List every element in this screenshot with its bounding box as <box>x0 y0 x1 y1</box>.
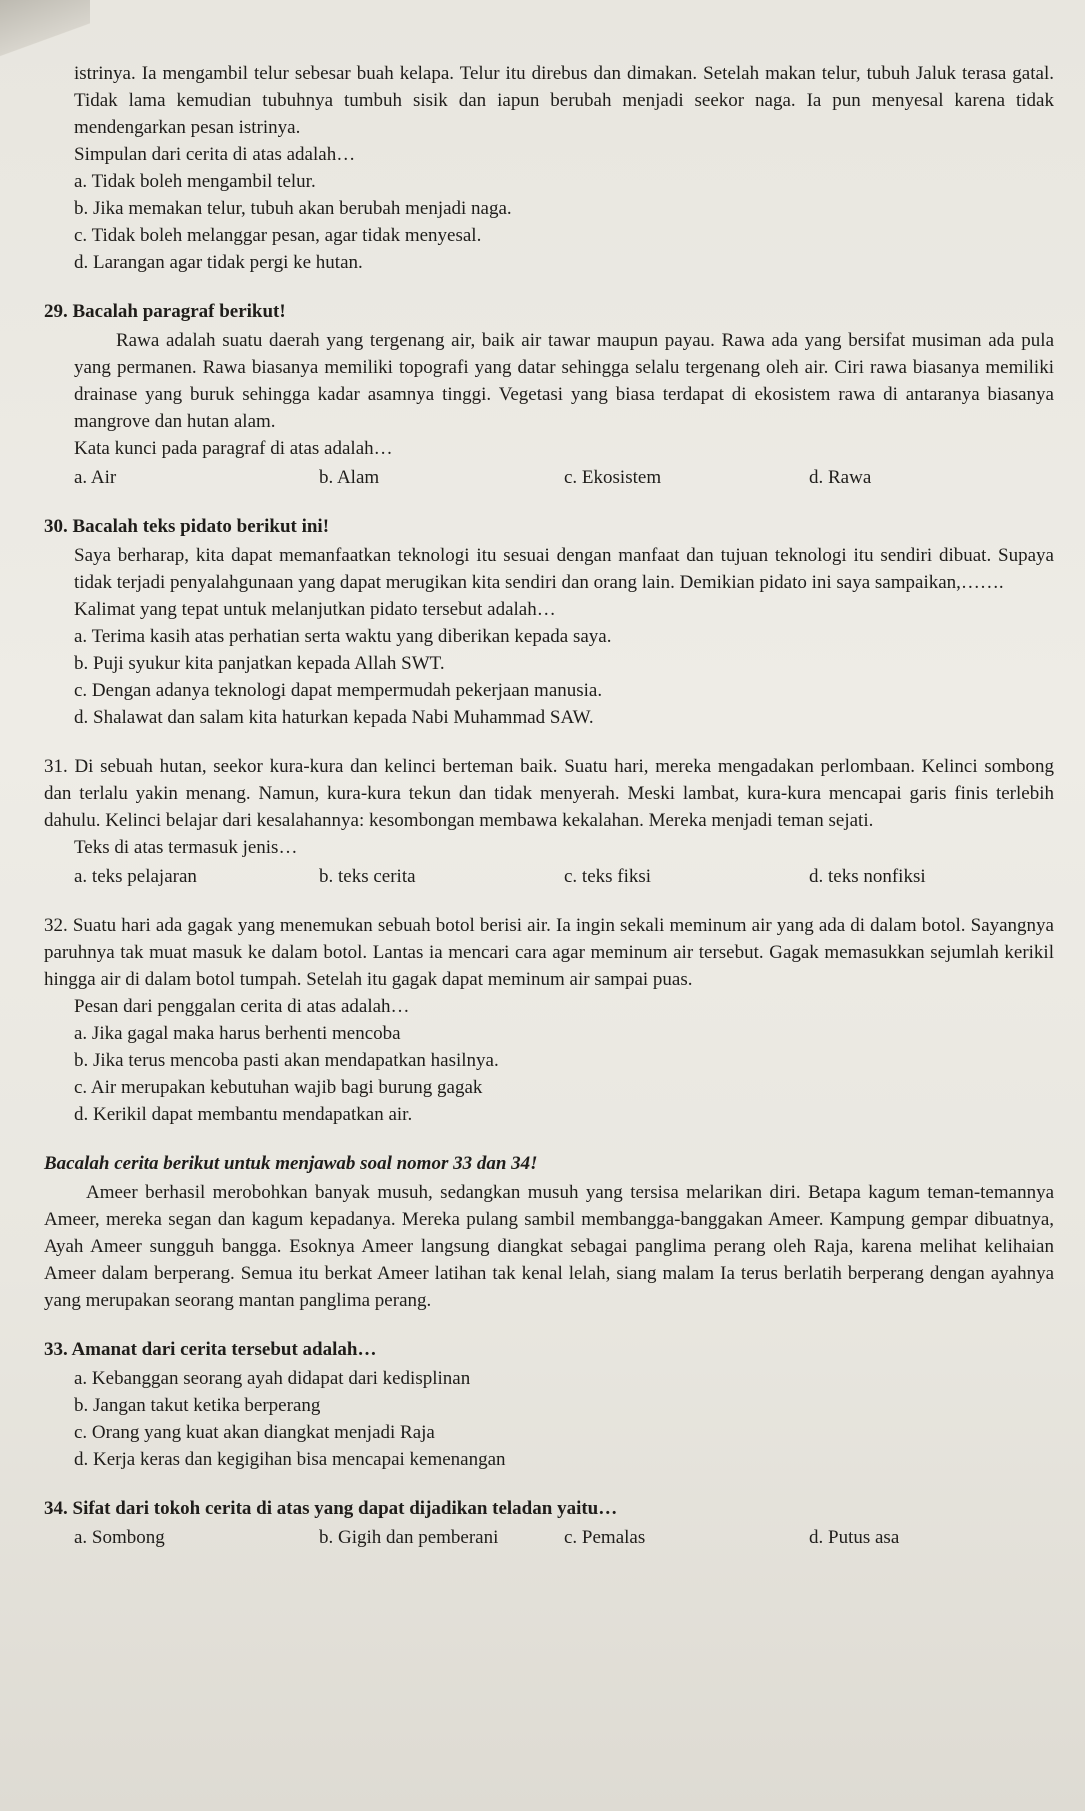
q34-title: 34. Sifat dari tokoh cerita di atas yang dapat dijadikan teladan yaitu… <box>44 1498 618 1519</box>
q33-options <box>74 1365 1054 1473</box>
q32-options <box>74 1020 1054 1128</box>
paper-fold <box>0 0 90 60</box>
q32-stem: Pesan dari penggalan cerita di atas adalah… <box>74 996 410 1017</box>
q28-option-b[interactable]: b. Jika memakan telur, tubuh akan berubah menjadi naga. <box>74 198 512 219</box>
q28-option-a[interactable]: a. Tidak boleh mengambil telur. <box>74 171 316 192</box>
q34-options <box>74 1524 1054 1551</box>
q33-option-d[interactable]: d. Kerja keras dan kegigihan bisa mencapai kemenangan <box>74 1449 506 1470</box>
q28-options <box>74 168 1054 276</box>
q30-option-b[interactable]: b. Puji syukur kita panjatkan kepada Allah SWT. <box>74 653 445 674</box>
q34-option-b[interactable]: b. Gigih dan pemberani <box>319 1527 499 1548</box>
q30-option-a[interactable]: a. Terima kasih atas perhatian serta waktu yang diberikan kepada saya. <box>74 626 612 647</box>
q33-option-c[interactable]: c. Orang yang kuat akan diangkat menjadi Raja <box>74 1422 435 1443</box>
q29-option-a[interactable]: a. Air <box>74 467 117 488</box>
q30-title: 30. Bacalah teks pidato berikut ini! <box>44 516 330 537</box>
q32-passage: 32. Suatu hari ada gagak yang menemukan sebuah botol berisi air. Ia ingin sekali meminum air yang ada di dalam botol. Sayangnya paruhnya tak muat masuk ke dalam botol. Lantas ia mencari cara agar meminum air tersebut. Gagak memasukkan sejumlah kerikil hingga air di dalam botol tumpah. Setelah itu gagak dapat meminum air sampai puas. <box>44 915 1054 990</box>
q31-option-d[interactable]: d. teks nonfiksi <box>809 866 926 887</box>
story-instruction: Bacalah cerita berikut untuk menjawab soal nomor 33 dan 34! <box>44 1153 538 1174</box>
q31-options <box>74 863 1054 890</box>
q28-stem: Simpulan dari cerita di atas adalah… <box>74 144 356 165</box>
q30-stem: Kalimat yang tepat untuk melanjutkan pidato tersebut adalah… <box>74 599 556 620</box>
q28-option-c[interactable]: c. Tidak boleh melanggar pesan, agar tidak menyesal. <box>74 225 482 246</box>
q30-passage: Saya berharap, kita dapat memanfaatkan teknologi itu sesuai dengan manfaat dan tujuan teknologi itu sendiri dibuat. Supaya tidak terjadi penyalahgunaan yang dapat merugikan kita sendiri dan orang lain. Demikian pidato ini saya sampaikan,……. <box>74 545 1054 593</box>
q31-option-a[interactable]: a. teks pelajaran <box>74 866 197 887</box>
q29-title: 29. Bacalah paragraf berikut! <box>44 301 286 322</box>
q29-option-c[interactable]: c. Ekosistem <box>564 467 662 488</box>
q28-option-d[interactable]: d. Larangan agar tidak pergi ke hutan. <box>74 252 363 273</box>
q29-option-b[interactable]: b. Alam <box>319 467 380 488</box>
q32-option-c[interactable]: c. Air merupakan kebutuhan wajib bagi burung gagak <box>74 1077 483 1098</box>
q29-option-d[interactable]: d. Rawa <box>809 467 872 488</box>
q31-option-b[interactable]: b. teks cerita <box>319 866 416 887</box>
q34-option-a[interactable]: a. Sombong <box>74 1527 165 1548</box>
q31-stem: Teks di atas termasuk jenis… <box>74 837 298 858</box>
q32-option-b[interactable]: b. Jika terus mencoba pasti akan mendapatkan hasilnya. <box>74 1050 499 1071</box>
q30-options <box>74 623 1054 731</box>
story-passage: Ameer berhasil merobohkan banyak musuh, sedangkan musuh yang tersisa melarikan diri. Betapa kagum teman-temannya Ameer, mereka segan dan kagum kepadanya. Mereka pulang sambil membangga-banggakan Ameer. Kampung gempar dibuatnya, Ayah Ameer sungguh bangga. Esoknya Ameer langsung diangkat sebagai panglima perang oleh Raja, karena melihat kelihaian Ameer dalam berperang. Semua itu berkat Ameer latihan tak kenal lelah, siang malam Ia terus berlatih berperang dengan ayahnya yang merupakan seorang mantan panglima perang. <box>44 1182 1054 1311</box>
q31-passage: 31. Di sebuah hutan, seekor kura-kura dan kelinci berteman baik. Suatu hari, mereka mengadakan perlombaan. Kelinci sombong dan terlalu yakin menang. Namun, kura-kura tekun dan tidak menyerah. Meski lambat, kura-kura mencapai garis finis terlebih dahulu. Kelinci belajar dari kesalahannya: kesombongan membawa kekalahan. Mereka menjadi teman sejati. <box>44 756 1054 831</box>
q30-option-c[interactable]: c. Dengan adanya teknologi dapat mempermudah pekerjaan manusia. <box>74 680 603 701</box>
q31-option-c[interactable]: c. teks fiksi <box>564 866 652 887</box>
q28-passage-continuation: istrinya. Ia mengambil telur sebesar buah kelapa. Telur itu direbus dan dimakan. Setelah makan telur, tubuh Jaluk terasa gatal. Tidak lama kemudian tubuhnya tumbuh sisik dan iapun berubah menjadi seekor naga. Ia pun menyesal karena tidak mendengarkan pesan istrinya. <box>74 63 1054 138</box>
q32-option-a[interactable]: a. Jika gagal maka harus berhenti mencoba <box>74 1023 401 1044</box>
q33-title: 33. Amanat dari cerita tersebut adalah… <box>44 1339 377 1360</box>
q34-option-c[interactable]: c. Pemalas <box>564 1527 646 1548</box>
q30-option-d[interactable]: d. Shalawat dan salam kita haturkan kepada Nabi Muhammad SAW. <box>74 707 594 728</box>
q29-stem: Kata kunci pada paragraf di atas adalah… <box>74 438 393 459</box>
q33-option-b[interactable]: b. Jangan takut ketika berperang <box>74 1395 321 1416</box>
q32-option-d[interactable]: d. Kerikil dapat membantu mendapatkan air. <box>74 1104 413 1125</box>
worksheet-content <box>44 60 1054 1551</box>
q29-options <box>74 464 1054 491</box>
q34-option-d[interactable]: d. Putus asa <box>809 1527 900 1548</box>
q33-option-a[interactable]: a. Kebanggan seorang ayah didapat dari kedisplinan <box>74 1368 471 1389</box>
q29-passage: Rawa adalah suatu daerah yang tergenang air, baik air tawar maupun payau. Rawa ada yang bersifat musiman ada pula yang permanen. Rawa biasanya memiliki topografi yang datar sehingga selalu tergenang oleh air. Ciri rawa biasanya memiliki drainase yang buruk sehingga kadar asamnya tinggi. Vegetasi yang biasa terdapat di ekosistem rawa di antaranya biasanya mangrove dan hutan alam. <box>74 330 1054 432</box>
